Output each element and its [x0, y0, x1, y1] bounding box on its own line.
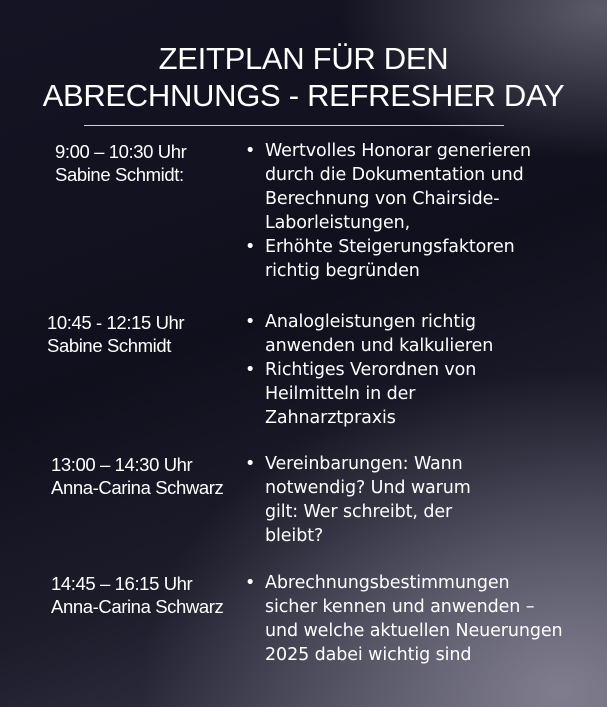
bullet-icon: •	[245, 360, 256, 380]
slot-2-topic-2-text: Richtiges Verordnen von Heilmitteln in der Zahnarztpraxis	[265, 360, 477, 428]
bullet-icon: •	[245, 454, 256, 474]
slot-4-speaker: Anna-Carina Schwarz	[51, 596, 224, 617]
slot-3-speaker: Anna-Carina Schwarz	[51, 477, 224, 498]
slot-2-time: 10:45 - 12:15 Uhr	[47, 312, 185, 333]
title-line-2: ABRECHNUNGS - REFRESHER DAY	[42, 78, 565, 113]
slot-3-topic-1-text: Vereinbarungen: Wann notwendig? Und warum gilt: Wer schreibt, der bleibt?	[265, 454, 471, 546]
slot-2-topic-1	[245, 310, 545, 358]
slot-2-topic-2	[245, 358, 545, 430]
slot-2-topics	[245, 310, 545, 430]
page-title	[0, 40, 607, 114]
slot-4-time: 14:45 – 16:15 Uhr	[51, 573, 193, 594]
slot-1-speaker: Sabine Schmidt:	[55, 164, 184, 185]
slot-1-time-block	[55, 140, 186, 186]
title-line-1: ZEITPLAN FÜR DEN	[158, 41, 449, 76]
bullet-icon: •	[245, 237, 256, 257]
slot-1-time: 9:00 – 10:30 Uhr	[55, 141, 187, 162]
slot-3-topic-1	[245, 452, 495, 548]
slot-2-time-block	[47, 311, 184, 357]
bullet-icon: •	[245, 141, 256, 161]
title-divider	[84, 125, 504, 126]
slot-4-topic-1-text: Abrechnungsbestimmungen sicher kennen und anwenden – und welche aktuellen Neuerungen 2025 dabei wichtig sind	[265, 573, 563, 665]
slot-2-speaker: Sabine Schmidt	[47, 335, 171, 356]
bullet-icon: •	[245, 573, 256, 593]
slot-1-topic-2	[245, 235, 563, 283]
slot-1-topics	[245, 139, 563, 283]
bullet-icon: •	[245, 312, 256, 332]
slot-2-topic-1-text: Analogleistungen richtig anwenden und kalkulieren	[265, 312, 494, 356]
slot-4-topics	[245, 571, 563, 667]
slot-1-topic-1	[245, 139, 563, 235]
slot-3-topics	[245, 452, 495, 548]
slot-1-topic-1-text: Wertvolles Honorar generieren durch die Dokumentation und Berechnung von Chairside-Laborleistungen,	[265, 141, 532, 233]
slot-4-time-block	[51, 572, 223, 618]
slot-3-time: 13:00 – 14:30 Uhr	[51, 454, 193, 475]
slot-4-topic-1	[245, 571, 563, 667]
slot-1-topic-2-text: Erhöhte Steigerungsfaktoren richtig begründen	[265, 237, 515, 281]
slot-3-time-block	[51, 453, 223, 499]
